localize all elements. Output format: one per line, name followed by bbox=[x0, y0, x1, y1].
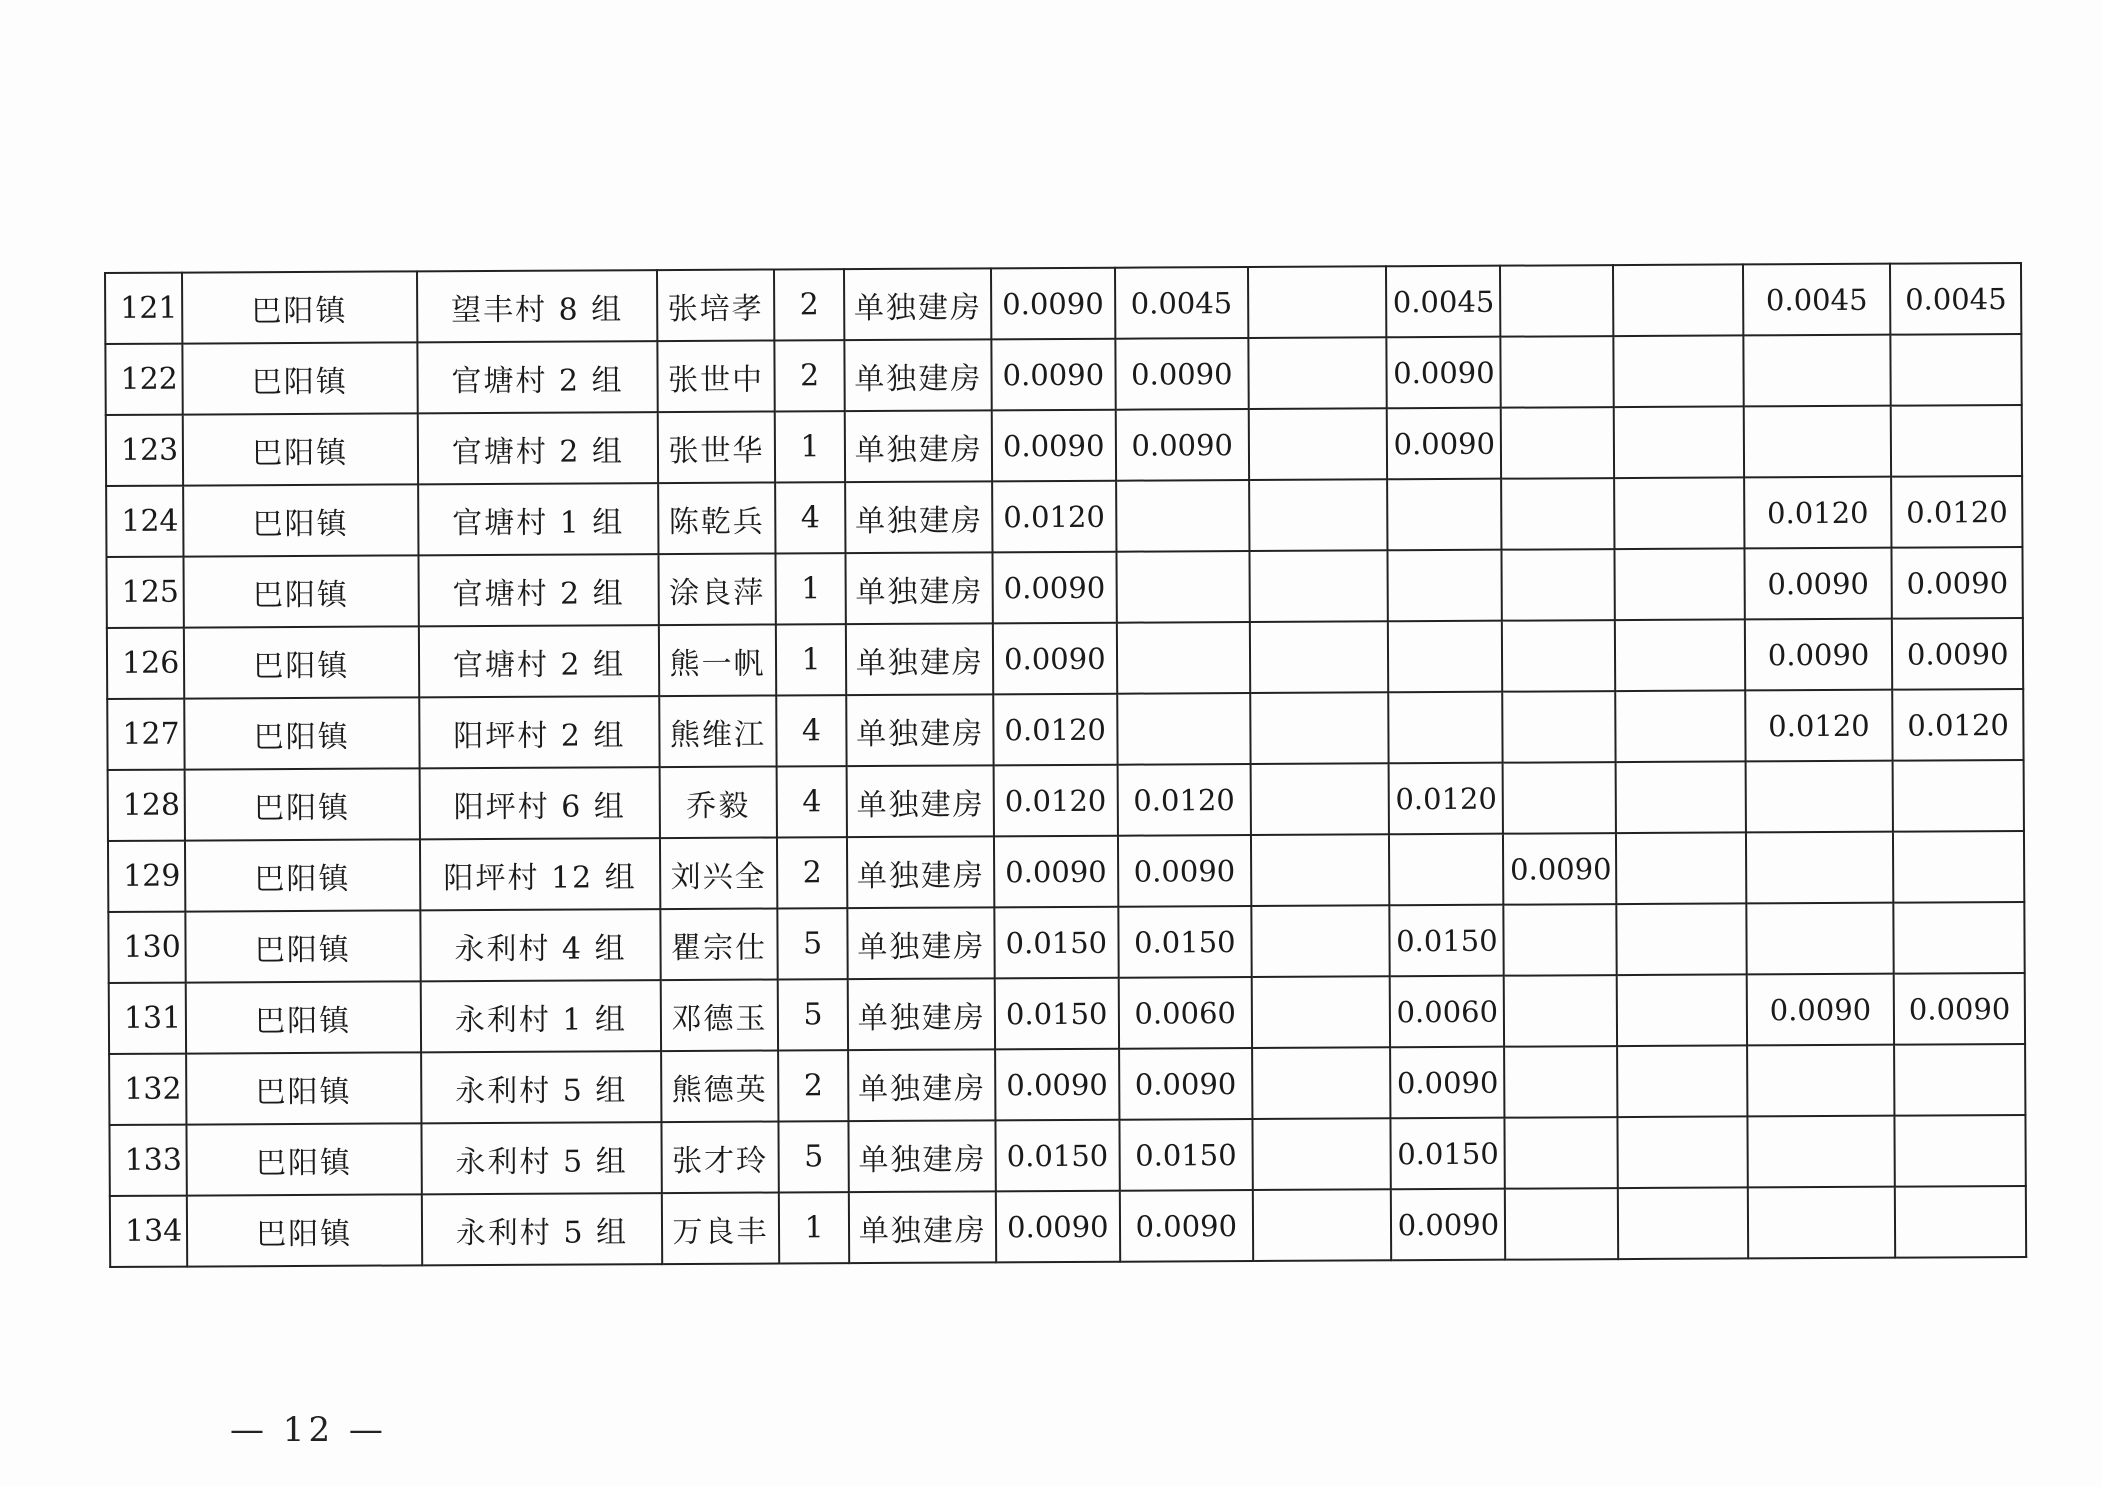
build-type-cell: 单独建房 bbox=[847, 694, 994, 766]
area-col-4-cell: 0.0090 bbox=[1386, 408, 1501, 480]
area-col-6-cell bbox=[1614, 406, 1744, 478]
area-col-2-cell bbox=[1116, 551, 1250, 623]
area-col-6-cell bbox=[1617, 1045, 1747, 1117]
area-col-3-cell bbox=[1252, 1047, 1390, 1119]
area-col-6-cell bbox=[1615, 619, 1745, 691]
applicant-name-cell: 万良丰 bbox=[662, 1192, 779, 1264]
area-col-7-cell bbox=[1745, 761, 1893, 833]
area-col-5-cell bbox=[1501, 549, 1615, 621]
table-row bbox=[107, 618, 2023, 699]
area-total-cell: 0.0150 bbox=[995, 978, 1119, 1050]
area-col-8-cell: 0.0090 bbox=[1892, 547, 2023, 619]
area-col-2-cell bbox=[1117, 693, 1251, 765]
area-col-2-cell: 0.0090 bbox=[1119, 1190, 1253, 1262]
area-col-2-cell bbox=[1116, 480, 1250, 552]
village-group-cell: 官塘村 1 组 bbox=[418, 483, 659, 555]
table-row bbox=[110, 1186, 2026, 1267]
area-col-4-cell bbox=[1388, 692, 1503, 764]
table-row bbox=[106, 547, 2022, 628]
area-col-8-cell: 0.0045 bbox=[1890, 263, 2021, 335]
town-cell: 巴阳镇 bbox=[183, 484, 418, 556]
household-size-cell: 5 bbox=[777, 908, 848, 979]
area-total-cell: 0.0090 bbox=[992, 410, 1116, 482]
area-col-6-cell bbox=[1616, 832, 1746, 904]
area-col-2-cell: 0.0090 bbox=[1115, 338, 1249, 410]
area-col-7-cell bbox=[1746, 832, 1894, 904]
area-col-7-cell bbox=[1746, 903, 1894, 975]
build-type-cell: 单独建房 bbox=[846, 623, 993, 695]
area-col-6-cell bbox=[1614, 477, 1744, 549]
build-type-cell: 单独建房 bbox=[846, 481, 993, 553]
area-col-4-cell bbox=[1387, 479, 1502, 551]
town-cell: 巴阳镇 bbox=[187, 1194, 422, 1266]
applicant-name-cell: 陈乾兵 bbox=[658, 482, 775, 554]
area-col-2-cell bbox=[1116, 622, 1250, 694]
row-number-cell: 132 bbox=[109, 1054, 186, 1125]
area-col-8-cell: 0.0090 bbox=[1894, 973, 2025, 1045]
table-row bbox=[109, 1115, 2025, 1196]
table-row bbox=[105, 334, 2021, 415]
area-col-3-cell bbox=[1251, 763, 1389, 835]
area-total-cell: 0.0090 bbox=[991, 339, 1115, 411]
area-col-7-cell bbox=[1748, 1187, 1896, 1259]
town-cell: 巴阳镇 bbox=[183, 413, 418, 485]
area-total-cell: 0.0090 bbox=[993, 623, 1117, 695]
area-col-8-cell bbox=[1891, 334, 2022, 406]
town-cell: 巴阳镇 bbox=[185, 839, 420, 911]
row-number-cell: 130 bbox=[108, 912, 185, 983]
area-col-5-cell: 0.0090 bbox=[1503, 833, 1617, 905]
area-col-4-cell: 0.0060 bbox=[1389, 976, 1504, 1048]
area-col-5-cell bbox=[1500, 265, 1614, 337]
applicant-name-cell: 张世华 bbox=[658, 411, 775, 483]
village-group-cell: 官塘村 2 组 bbox=[417, 412, 658, 484]
household-size-cell: 1 bbox=[775, 553, 846, 624]
area-col-4-cell bbox=[1389, 834, 1504, 906]
town-cell: 巴阳镇 bbox=[183, 555, 418, 627]
village-group-cell: 永利村 4 组 bbox=[420, 909, 661, 981]
village-group-cell: 永利村 5 组 bbox=[421, 1051, 662, 1123]
applicant-name-cell: 熊一帆 bbox=[659, 624, 776, 696]
build-type-cell: 单独建房 bbox=[849, 1049, 996, 1121]
land-approval-table bbox=[104, 262, 2027, 1268]
area-col-3-cell bbox=[1250, 550, 1388, 622]
area-col-7-cell: 0.0120 bbox=[1744, 477, 1892, 549]
area-col-8-cell bbox=[1893, 760, 2024, 832]
area-col-6-cell bbox=[1618, 1116, 1748, 1188]
area-col-8-cell bbox=[1894, 1044, 2025, 1116]
area-col-5-cell bbox=[1503, 904, 1617, 976]
area-col-3-cell bbox=[1252, 976, 1390, 1048]
table-row bbox=[106, 476, 2022, 557]
area-total-cell: 0.0120 bbox=[993, 694, 1117, 766]
area-col-3-cell bbox=[1249, 408, 1387, 480]
table-row bbox=[107, 689, 2023, 770]
area-col-8-cell: 0.0120 bbox=[1892, 476, 2023, 548]
build-type-cell: 单独建房 bbox=[845, 410, 992, 482]
household-size-cell: 5 bbox=[778, 1121, 849, 1192]
town-cell: 巴阳镇 bbox=[186, 981, 421, 1053]
area-col-5-cell bbox=[1504, 1117, 1618, 1189]
village-group-cell: 永利村 5 组 bbox=[421, 1193, 662, 1265]
area-col-2-cell: 0.0150 bbox=[1118, 906, 1252, 978]
build-type-cell: 单独建房 bbox=[846, 552, 993, 624]
area-col-2-cell: 0.0090 bbox=[1115, 409, 1249, 481]
area-total-cell: 0.0120 bbox=[994, 765, 1118, 837]
row-number-cell: 128 bbox=[108, 770, 185, 841]
area-col-5-cell bbox=[1502, 691, 1616, 763]
area-col-2-cell: 0.0090 bbox=[1119, 1048, 1253, 1120]
village-group-cell: 官塘村 2 组 bbox=[417, 341, 658, 413]
household-size-cell: 2 bbox=[777, 837, 848, 908]
build-type-cell: 单独建房 bbox=[844, 268, 991, 340]
row-number-cell: 121 bbox=[105, 273, 182, 344]
area-col-7-cell: 0.0120 bbox=[1745, 690, 1893, 762]
area-col-6-cell bbox=[1614, 335, 1744, 407]
area-col-8-cell bbox=[1895, 1186, 2026, 1258]
area-col-8-cell: 0.0090 bbox=[1892, 618, 2023, 690]
area-col-2-cell: 0.0090 bbox=[1117, 835, 1251, 907]
area-col-5-cell bbox=[1504, 975, 1618, 1047]
village-group-cell: 阳坪村 6 组 bbox=[419, 767, 660, 839]
area-col-2-cell: 0.0060 bbox=[1118, 977, 1252, 1049]
build-type-cell: 单独建房 bbox=[847, 836, 994, 908]
applicant-name-cell: 熊维江 bbox=[660, 695, 777, 767]
area-col-8-cell bbox=[1895, 1115, 2026, 1187]
area-total-cell: 0.0150 bbox=[996, 1120, 1120, 1192]
village-group-cell: 官塘村 2 组 bbox=[418, 554, 659, 626]
area-col-5-cell bbox=[1500, 336, 1614, 408]
town-cell: 巴阳镇 bbox=[186, 1052, 421, 1124]
area-col-4-cell: 0.0045 bbox=[1386, 266, 1501, 338]
area-col-3-cell bbox=[1251, 834, 1389, 906]
page-number: — 12 — bbox=[230, 1410, 387, 1450]
applicant-name-cell: 邓德玉 bbox=[661, 979, 778, 1051]
area-col-8-cell bbox=[1893, 831, 2024, 903]
village-group-cell: 阳坪村 2 组 bbox=[419, 696, 660, 768]
applicant-name-cell: 张才玲 bbox=[662, 1121, 779, 1193]
household-size-cell: 2 bbox=[774, 269, 845, 340]
area-col-3-cell bbox=[1248, 266, 1386, 338]
build-type-cell: 单独建房 bbox=[847, 765, 994, 837]
town-cell: 巴阳镇 bbox=[182, 271, 417, 343]
town-cell: 巴阳镇 bbox=[184, 626, 419, 698]
town-cell: 巴阳镇 bbox=[186, 1123, 421, 1195]
household-size-cell: 4 bbox=[776, 766, 847, 837]
area-col-3-cell bbox=[1253, 1118, 1391, 1190]
table-row bbox=[108, 902, 2024, 983]
area-col-7-cell: 0.0045 bbox=[1743, 264, 1891, 336]
applicant-name-cell: 乔毅 bbox=[660, 766, 777, 838]
area-col-4-cell: 0.0120 bbox=[1388, 763, 1503, 835]
table-row bbox=[109, 1044, 2025, 1125]
row-number-cell: 133 bbox=[109, 1125, 186, 1196]
applicant-name-cell: 涂良萍 bbox=[659, 553, 776, 625]
area-total-cell: 0.0120 bbox=[992, 481, 1116, 553]
household-size-cell: 1 bbox=[775, 624, 846, 695]
area-col-3-cell bbox=[1250, 692, 1388, 764]
table-row bbox=[105, 263, 2021, 344]
area-col-3-cell bbox=[1249, 479, 1387, 551]
applicant-name-cell: 刘兴全 bbox=[660, 837, 777, 909]
area-col-4-cell: 0.0150 bbox=[1389, 905, 1504, 977]
area-col-8-cell bbox=[1894, 902, 2025, 974]
row-number-cell: 131 bbox=[109, 983, 186, 1054]
area-col-6-cell bbox=[1615, 548, 1745, 620]
area-col-7-cell: 0.0090 bbox=[1746, 974, 1894, 1046]
village-group-cell: 永利村 1 组 bbox=[420, 980, 661, 1052]
table-row bbox=[109, 973, 2025, 1054]
village-group-cell: 望丰村 8 组 bbox=[417, 270, 658, 342]
area-col-4-cell: 0.0150 bbox=[1390, 1118, 1505, 1190]
household-size-cell: 2 bbox=[774, 340, 845, 411]
village-group-cell: 永利村 5 组 bbox=[421, 1122, 662, 1194]
area-col-6-cell bbox=[1613, 264, 1743, 336]
town-cell: 巴阳镇 bbox=[184, 768, 419, 840]
area-col-5-cell bbox=[1503, 762, 1617, 834]
row-number-cell: 124 bbox=[106, 486, 183, 557]
build-type-cell: 单独建房 bbox=[848, 907, 995, 979]
row-number-cell: 125 bbox=[106, 557, 183, 628]
household-size-cell: 1 bbox=[774, 411, 845, 482]
area-col-2-cell: 0.0045 bbox=[1115, 267, 1249, 339]
area-col-7-cell bbox=[1747, 1045, 1895, 1117]
area-col-6-cell bbox=[1617, 903, 1747, 975]
village-group-cell: 阳坪村 12 组 bbox=[420, 838, 661, 910]
area-col-2-cell: 0.0150 bbox=[1119, 1119, 1253, 1191]
build-type-cell: 单独建房 bbox=[845, 339, 992, 411]
household-size-cell: 4 bbox=[776, 695, 847, 766]
town-cell: 巴阳镇 bbox=[184, 697, 419, 769]
applicant-name-cell: 张世中 bbox=[658, 340, 775, 412]
area-col-5-cell bbox=[1505, 1188, 1619, 1260]
applicant-name-cell: 瞿宗仕 bbox=[661, 908, 778, 980]
area-col-4-cell: 0.0090 bbox=[1390, 1047, 1505, 1119]
area-col-4-cell bbox=[1387, 550, 1502, 622]
household-size-cell: 1 bbox=[778, 1192, 849, 1263]
area-col-7-cell bbox=[1743, 406, 1891, 478]
area-col-6-cell bbox=[1615, 690, 1745, 762]
area-total-cell: 0.0090 bbox=[994, 836, 1118, 908]
area-col-8-cell: 0.0120 bbox=[1893, 689, 2024, 761]
area-total-cell: 0.0090 bbox=[995, 1049, 1119, 1121]
town-cell: 巴阳镇 bbox=[185, 910, 420, 982]
area-col-6-cell bbox=[1617, 974, 1747, 1046]
village-group-cell: 官塘村 2 组 bbox=[418, 625, 659, 697]
area-col-4-cell: 0.0090 bbox=[1386, 337, 1501, 409]
area-col-5-cell bbox=[1501, 407, 1615, 479]
build-type-cell: 单独建房 bbox=[848, 978, 995, 1050]
table-row bbox=[108, 831, 2024, 912]
row-number-cell: 126 bbox=[107, 628, 184, 699]
area-total-cell: 0.0150 bbox=[994, 907, 1118, 979]
table-row bbox=[108, 760, 2024, 841]
household-size-cell: 5 bbox=[777, 979, 848, 1050]
household-size-cell: 2 bbox=[778, 1050, 849, 1121]
table-row bbox=[106, 405, 2022, 486]
row-number-cell: 123 bbox=[106, 415, 183, 486]
row-number-cell: 134 bbox=[110, 1196, 187, 1267]
area-col-3-cell bbox=[1250, 621, 1388, 693]
area-col-4-cell: 0.0090 bbox=[1390, 1189, 1505, 1261]
area-col-3-cell bbox=[1251, 905, 1389, 977]
area-col-5-cell bbox=[1501, 478, 1615, 550]
area-col-4-cell bbox=[1387, 621, 1502, 693]
row-number-cell: 127 bbox=[107, 699, 184, 770]
area-col-6-cell bbox=[1618, 1187, 1748, 1259]
applicant-name-cell: 张培孝 bbox=[657, 269, 774, 341]
area-col-8-cell bbox=[1891, 405, 2022, 477]
area-col-2-cell: 0.0120 bbox=[1117, 764, 1251, 836]
build-type-cell: 单独建房 bbox=[849, 1191, 996, 1263]
area-col-7-cell bbox=[1747, 1116, 1895, 1188]
household-size-cell: 4 bbox=[775, 482, 846, 553]
build-type-cell: 单独建房 bbox=[849, 1120, 996, 1192]
area-col-5-cell bbox=[1502, 620, 1616, 692]
area-total-cell: 0.0090 bbox=[993, 552, 1117, 624]
row-number-cell: 122 bbox=[105, 344, 182, 415]
town-cell: 巴阳镇 bbox=[182, 342, 417, 414]
area-col-3-cell bbox=[1253, 1189, 1391, 1261]
area-total-cell: 0.0090 bbox=[991, 268, 1115, 340]
area-total-cell: 0.0090 bbox=[996, 1191, 1120, 1263]
area-col-3-cell bbox=[1248, 337, 1386, 409]
area-col-7-cell bbox=[1743, 335, 1891, 407]
applicant-name-cell: 熊德英 bbox=[661, 1050, 778, 1122]
table-body bbox=[105, 263, 2026, 1267]
row-number-cell: 129 bbox=[108, 841, 185, 912]
area-col-5-cell bbox=[1504, 1046, 1618, 1118]
area-col-7-cell: 0.0090 bbox=[1744, 548, 1892, 620]
area-col-6-cell bbox=[1616, 761, 1746, 833]
area-col-7-cell: 0.0090 bbox=[1745, 619, 1893, 691]
